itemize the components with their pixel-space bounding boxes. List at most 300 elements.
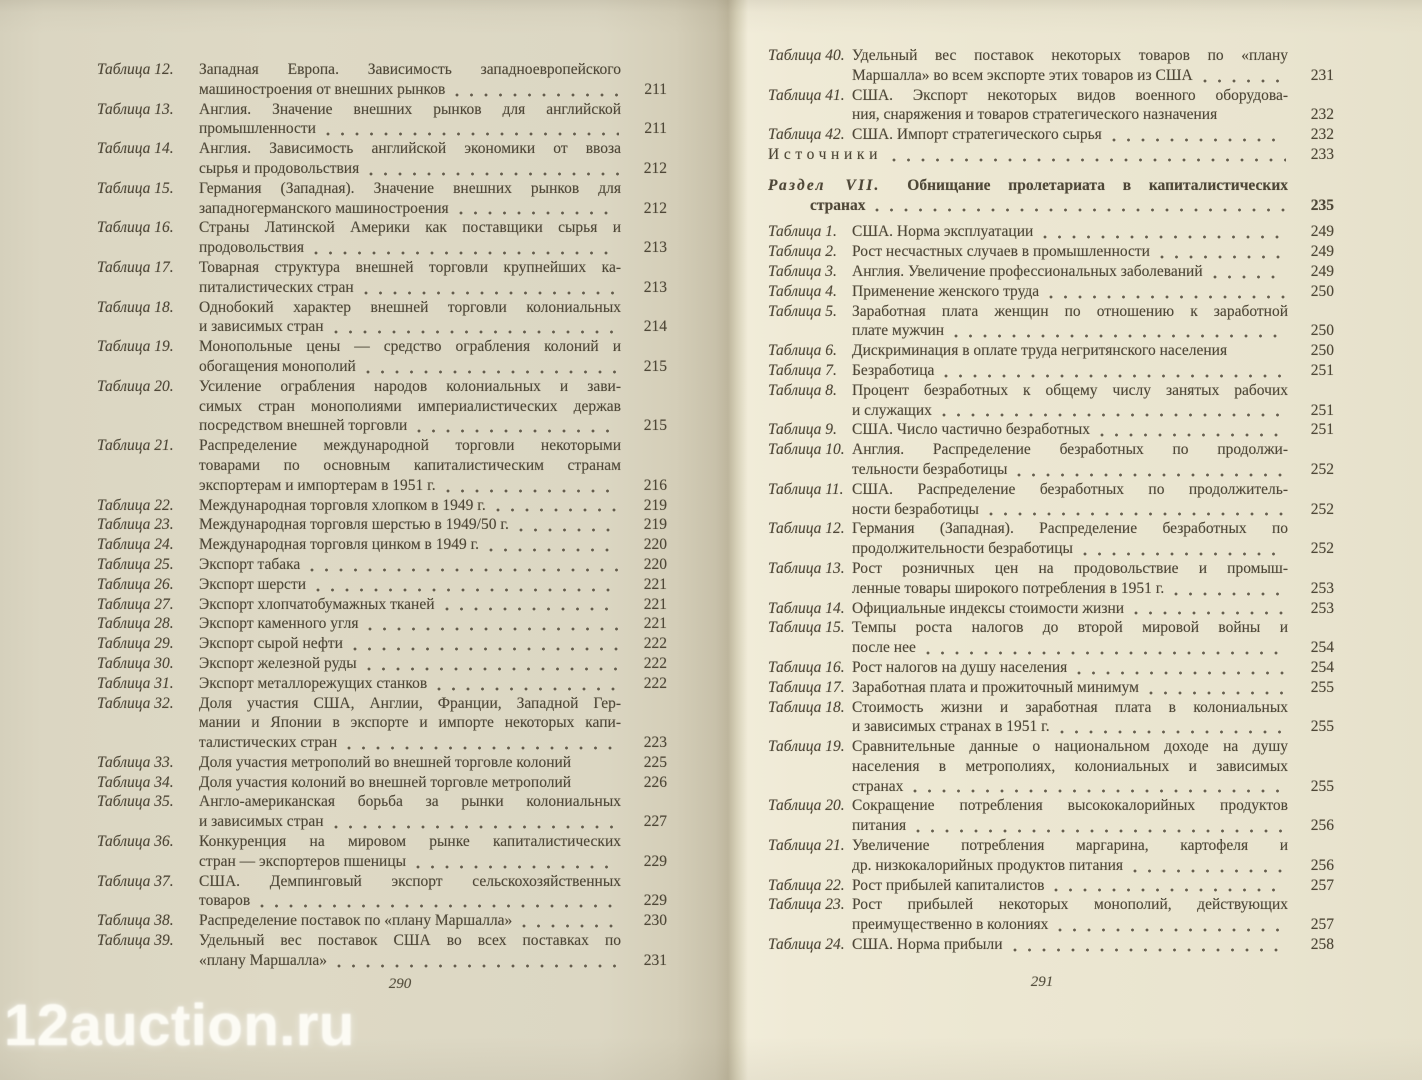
entry-text: экспортерам и импортерам в 1951 г. bbox=[199, 476, 436, 494]
entry-text: Экспорт сырой нефти bbox=[199, 635, 343, 653]
entry-line bbox=[199, 575, 667, 595]
entry-text: машиностроения от внешних рынков bbox=[199, 80, 446, 98]
toc-entry bbox=[97, 614, 667, 634]
entry-text: продолжительности безработицы bbox=[852, 540, 1073, 558]
entry-page-number: 229 bbox=[643, 892, 667, 910]
entry-body bbox=[852, 935, 1334, 955]
entry-page-number: 221 bbox=[643, 595, 667, 613]
dot-leaders bbox=[496, 508, 619, 512]
entry-line bbox=[852, 579, 1334, 599]
toc-entry bbox=[97, 337, 667, 377]
dot-leaders bbox=[1227, 118, 1286, 122]
entry-page-number: 211 bbox=[644, 80, 667, 98]
toc-entry bbox=[768, 618, 1334, 658]
entry-page-number: 255 bbox=[1310, 718, 1334, 736]
dot-leaders bbox=[1203, 79, 1286, 83]
entry-body bbox=[199, 872, 667, 912]
entry-text: Англия. Увеличение профессиональных заболеваний bbox=[852, 262, 1203, 280]
entry-line bbox=[199, 733, 667, 753]
toc-entry bbox=[97, 595, 667, 615]
entry-label: Таблица 3. bbox=[768, 262, 837, 280]
dot-leaders bbox=[1100, 433, 1286, 437]
toc-entry bbox=[97, 436, 667, 495]
entry-text: Международная торговля хлопком в 1949 г. bbox=[199, 496, 486, 514]
dot-leaders bbox=[446, 489, 619, 493]
entry-text: продовольствия bbox=[199, 239, 304, 257]
entry-line: Темпы роста налогов до второй мировой войны и bbox=[852, 619, 1288, 637]
entry-line bbox=[199, 911, 667, 931]
entry-line bbox=[852, 105, 1334, 125]
entry-text: ния, снаряжения и товаров стратегического назначения bbox=[852, 106, 1218, 124]
entry-line bbox=[852, 222, 1334, 242]
dot-leaders bbox=[942, 413, 1286, 417]
entry-body bbox=[852, 282, 1334, 302]
toc-entry bbox=[97, 258, 667, 298]
entry-body bbox=[199, 753, 667, 773]
entry-label: Таблица 25. bbox=[97, 555, 174, 573]
toc-entry bbox=[97, 773, 667, 793]
entry-label: Таблица 38. bbox=[97, 912, 174, 930]
entry-line: Товарная структура внешней торговли крупнейших ка- bbox=[199, 258, 621, 276]
dot-leaders bbox=[581, 785, 619, 789]
entry-text: Рост прибылей капиталистов bbox=[852, 876, 1045, 894]
entry-body bbox=[852, 262, 1334, 282]
entry-label: Таблица 26. bbox=[97, 575, 174, 593]
entry-label: Таблица 34. bbox=[97, 773, 174, 791]
entry-label: Таблица 19. bbox=[768, 738, 845, 756]
entry-body bbox=[199, 634, 667, 654]
entry-text: США. Норма прибыли bbox=[852, 936, 1003, 954]
dot-leaders bbox=[944, 374, 1286, 378]
section-label: Раздел VII. bbox=[768, 176, 881, 194]
entry-page-number: 227 bbox=[643, 813, 667, 831]
entry-line bbox=[852, 460, 1334, 480]
entry-line bbox=[199, 159, 667, 179]
entry-body bbox=[199, 436, 667, 495]
entry-body bbox=[199, 218, 667, 258]
entry-label: Таблица 4. bbox=[768, 282, 837, 300]
entry-body bbox=[199, 139, 667, 179]
entry-line: Увеличение потребления маргарина, картофеля и bbox=[852, 837, 1288, 855]
toc-entry bbox=[97, 911, 667, 931]
left-page-toc bbox=[97, 60, 667, 971]
entry-line bbox=[852, 658, 1334, 678]
entry-label: Таблица 18. bbox=[97, 298, 174, 316]
entry-body bbox=[199, 832, 667, 872]
entry-page-number: 254 bbox=[1310, 658, 1334, 676]
toc-entry bbox=[768, 282, 1334, 302]
dot-leaders bbox=[875, 208, 1286, 212]
entry-body bbox=[199, 60, 667, 100]
dot-leaders bbox=[326, 132, 619, 136]
entry-label: Таблица 20. bbox=[97, 377, 174, 395]
entry-line: Сравнительные данные о национальном доходе на душу bbox=[852, 738, 1288, 756]
entry-page-number: 255 bbox=[1310, 777, 1334, 795]
entry-page-number: 233 bbox=[1310, 145, 1334, 163]
entry-text: Доля участия метрополий во внешней торговле колоний bbox=[199, 753, 572, 771]
entry-text: ности безработицы bbox=[852, 500, 979, 518]
toc-entry bbox=[97, 535, 667, 555]
toc-entry bbox=[768, 935, 1334, 955]
toc-entry bbox=[768, 658, 1334, 678]
dot-leaders bbox=[417, 429, 619, 433]
entry-label: Таблица 9. bbox=[768, 421, 837, 439]
toc-entry bbox=[768, 895, 1334, 935]
entry-label: Таблица 18. bbox=[768, 698, 845, 716]
dot-leaders bbox=[522, 924, 619, 928]
entry-line bbox=[852, 242, 1334, 262]
section-heading bbox=[768, 176, 1334, 216]
entry-page-number: 231 bbox=[643, 951, 667, 969]
entry-page-number: 215 bbox=[643, 417, 667, 435]
entry-line: Удельный вес поставок США во всех поставках по bbox=[199, 932, 621, 950]
dot-leaders bbox=[1013, 948, 1286, 952]
dot-leaders bbox=[1237, 354, 1286, 358]
entry-text: тельности безработицы bbox=[852, 460, 1008, 478]
entry-body bbox=[199, 337, 667, 377]
toc-entry bbox=[768, 599, 1334, 619]
entry-line bbox=[852, 777, 1334, 797]
toc-entry bbox=[97, 792, 667, 832]
toc-entry bbox=[768, 222, 1334, 242]
toc-entry bbox=[768, 125, 1334, 145]
entry-body bbox=[852, 895, 1334, 935]
toc-entry bbox=[768, 86, 1334, 126]
toc-entry bbox=[97, 218, 667, 258]
dot-leaders bbox=[367, 667, 619, 671]
entry-body bbox=[199, 515, 667, 535]
toc-entry bbox=[97, 872, 667, 912]
entry-line bbox=[199, 654, 667, 674]
entry-label: Таблица 24. bbox=[97, 536, 174, 554]
entry-line: Сокращение потребления высококалорийных продуктов bbox=[852, 797, 1288, 815]
entry-line bbox=[852, 816, 1334, 836]
dot-leaders bbox=[989, 512, 1286, 516]
entry-body bbox=[852, 420, 1334, 440]
entry-page-number: 250 bbox=[1310, 322, 1334, 340]
entry-text: плате мужчин bbox=[852, 322, 945, 340]
entry-text: Дискриминация в оплате труда негритянского населения bbox=[852, 342, 1228, 360]
entry-page-number: 250 bbox=[1310, 282, 1334, 300]
entry-line: США. Экспорт некоторых видов военного оборудова- bbox=[852, 86, 1288, 104]
entry-line: товарами по основным капиталистическим странам bbox=[199, 456, 621, 474]
entry-line: Рост прибылей некоторых монополий, действующих bbox=[852, 896, 1288, 914]
right-page-toc bbox=[768, 46, 1334, 955]
toc-entry bbox=[97, 832, 667, 872]
entry-text: и зависимых странах в 1951 г. bbox=[852, 718, 1050, 736]
entry-label: Таблица 23. bbox=[768, 896, 845, 914]
entry-text: преимущественно в колониях bbox=[852, 916, 1049, 934]
entry-text: посредством внешней торговли bbox=[199, 417, 408, 435]
entry-label: Таблица 6. bbox=[768, 342, 837, 360]
entry-body bbox=[199, 555, 667, 575]
entry-label: Таблица 23. bbox=[97, 516, 174, 534]
entry-page-number: 221 bbox=[643, 575, 667, 593]
dot-leaders bbox=[334, 330, 619, 334]
dot-leaders bbox=[916, 829, 1286, 833]
entry-label: Таблица 13. bbox=[768, 559, 845, 577]
entry-page-number: 253 bbox=[1310, 579, 1334, 597]
entry-line: симых стран монополиями империалистических держав bbox=[199, 397, 621, 415]
entry-label: Таблица 11. bbox=[768, 480, 844, 498]
entry-body bbox=[852, 519, 1334, 559]
toc-entry bbox=[97, 634, 667, 654]
entry-text: Официальные индексы стоимости жизни bbox=[852, 599, 1125, 617]
entry-page-number: 213 bbox=[643, 239, 667, 257]
dot-leaders bbox=[416, 865, 619, 869]
entry-page-number: 229 bbox=[643, 852, 667, 870]
entry-line bbox=[199, 357, 667, 377]
entry-line bbox=[852, 717, 1334, 737]
dot-leaders bbox=[1133, 869, 1286, 873]
entry-line bbox=[852, 856, 1334, 876]
entry-label: Таблица 22. bbox=[97, 496, 174, 514]
toc-entry bbox=[97, 60, 667, 100]
entry-text: странах bbox=[810, 196, 866, 214]
entry-label: Таблица 35. bbox=[97, 793, 174, 811]
entry-page-number: 226 bbox=[643, 773, 667, 791]
toc-entry bbox=[768, 242, 1334, 262]
entry-label: Таблица 21. bbox=[97, 437, 174, 455]
entry-line bbox=[199, 674, 667, 694]
entry-page-number: 220 bbox=[643, 536, 667, 554]
entry-line: Конкуренция на мировом рынке капиталистических bbox=[199, 833, 621, 851]
toc-entry bbox=[97, 377, 667, 436]
entry-page-number: 222 bbox=[643, 654, 667, 672]
entry-line bbox=[199, 317, 667, 337]
entry-line: Стоимость жизни и заработная плата в колониальных bbox=[852, 698, 1288, 716]
entry-line bbox=[199, 535, 667, 555]
entry-body bbox=[852, 678, 1334, 698]
entry-label: Таблица 39. bbox=[97, 932, 174, 950]
entry-text: Экспорт железной руды bbox=[199, 654, 357, 672]
entry-text: питалистических стран bbox=[199, 278, 354, 296]
entry-label: Таблица 16. bbox=[97, 219, 174, 237]
entry-page-number: 256 bbox=[1310, 817, 1334, 835]
dot-leaders bbox=[314, 251, 619, 255]
entry-text: Доля участия колоний во внешней торговле метрополий bbox=[199, 773, 572, 791]
entry-page-number: 252 bbox=[1310, 540, 1334, 558]
entry-text: и зависимых стран bbox=[199, 318, 324, 336]
entry-label: Таблица 7. bbox=[768, 361, 837, 379]
toc-entry bbox=[97, 298, 667, 338]
entry-line bbox=[199, 238, 667, 258]
entry-body bbox=[199, 931, 667, 971]
entry-text: «плану Маршалла» bbox=[199, 951, 328, 969]
dot-leaders bbox=[1058, 928, 1286, 932]
entry-line: Процент безработных к общему числу занятых рабочих bbox=[852, 381, 1288, 399]
dot-leaders bbox=[369, 172, 619, 176]
entry-text: товаров bbox=[199, 892, 251, 910]
entry-page-number: 232 bbox=[1310, 126, 1334, 144]
toc-entry bbox=[97, 555, 667, 575]
entry-line: Рост розничных цен на продовольствие и промыш- bbox=[852, 559, 1288, 577]
entry-text: обогащения монополий bbox=[199, 357, 356, 375]
entry-page-number: 219 bbox=[643, 516, 667, 534]
entry-label: Таблица 15. bbox=[768, 619, 845, 637]
entry-label: Таблица 12. bbox=[768, 520, 845, 538]
entry-line bbox=[852, 262, 1334, 282]
entry-label: Таблица 15. bbox=[97, 179, 174, 197]
entry-text: США. Импорт стратегического сырья bbox=[852, 126, 1102, 144]
entry-line bbox=[852, 321, 1334, 341]
entry-label: Таблица 1. bbox=[768, 223, 837, 241]
entry-text: ленные товары широкого потребления в 1951 г. bbox=[852, 579, 1165, 597]
entry-text: и зависимых стран bbox=[199, 813, 324, 831]
toc-entry bbox=[97, 674, 667, 694]
entry-page-number: 216 bbox=[643, 476, 667, 494]
entry-line bbox=[852, 599, 1334, 619]
entry-line: Англо-американская борьба за рынки колониальных bbox=[199, 793, 621, 811]
dot-leaders bbox=[455, 93, 619, 97]
entry-text: Применение женского труда bbox=[852, 282, 1040, 300]
entry-label: Таблица 22. bbox=[768, 876, 845, 894]
dot-leaders bbox=[892, 158, 1286, 162]
entry-label: Таблица 29. bbox=[97, 635, 174, 653]
entry-line bbox=[199, 80, 667, 100]
entry-line: Западная Европа. Зависимость западноевропейского bbox=[199, 61, 621, 78]
dot-leaders bbox=[364, 291, 619, 295]
entry-line bbox=[199, 951, 667, 971]
dot-leaders bbox=[1160, 255, 1286, 259]
entry-line bbox=[199, 634, 667, 654]
entry-line bbox=[768, 145, 1334, 165]
entry-label: Таблица 24. bbox=[768, 936, 845, 954]
dot-leaders bbox=[1174, 592, 1286, 596]
entry-line bbox=[199, 773, 667, 793]
section-title: Обнищание пролетариата в капиталистических bbox=[907, 176, 1288, 194]
entry-line: Доля участия США, Англии, Франции, Западной Гер- bbox=[199, 694, 621, 712]
entry-page-number: 249 bbox=[1310, 223, 1334, 241]
entry-line: Англия. Распределение безработных по продолжи- bbox=[852, 441, 1288, 459]
entry-text: промышленности bbox=[199, 120, 316, 138]
entry-label: Таблица 30. bbox=[97, 654, 174, 672]
entry-page-number: 220 bbox=[643, 555, 667, 573]
entry-body bbox=[199, 595, 667, 615]
entry-line: США. Распределение безработных по продолжитель- bbox=[852, 480, 1288, 498]
entry-text: после нее bbox=[852, 639, 916, 657]
dot-leaders bbox=[1054, 888, 1286, 892]
entry-text: Экспорт табака bbox=[199, 555, 301, 573]
entry-page-number: 254 bbox=[1310, 639, 1334, 657]
toc-entry bbox=[768, 698, 1334, 738]
dot-leaders bbox=[1043, 235, 1286, 239]
entry-line: США. Демпинговый экспорт сельскохозяйственных bbox=[199, 872, 621, 890]
entry-text: Экспорт каменного угля bbox=[199, 615, 359, 633]
entry-line: Распределение международной торговли некоторыми bbox=[199, 437, 621, 455]
dot-leaders bbox=[334, 825, 619, 829]
section-title-line bbox=[768, 176, 1334, 196]
toc-entry bbox=[768, 440, 1334, 480]
entry-label: Таблица 14. bbox=[97, 140, 174, 158]
dot-leaders bbox=[366, 370, 619, 374]
entry-label: Таблица 27. bbox=[97, 595, 174, 613]
entry-text: Распределение поставок по «плану Маршалла» bbox=[199, 912, 513, 930]
entry-label: Таблица 19. bbox=[97, 338, 174, 356]
dot-leaders bbox=[337, 964, 619, 968]
entry-body bbox=[852, 440, 1334, 480]
entry-page-number: 215 bbox=[643, 357, 667, 375]
toc-entry bbox=[97, 515, 667, 535]
entry-label: Таблица 28. bbox=[97, 615, 174, 633]
dot-leaders bbox=[260, 904, 619, 908]
entry-line bbox=[852, 638, 1334, 658]
entry-page-number: 211 bbox=[644, 120, 667, 138]
entry-body bbox=[199, 535, 667, 555]
entry-line: населения в метрополиях, колониальных и зависимых bbox=[852, 757, 1288, 775]
entry-line bbox=[199, 416, 667, 436]
dot-leaders bbox=[1134, 611, 1286, 615]
entry-body bbox=[852, 302, 1334, 342]
entry-line bbox=[199, 496, 667, 516]
entry-body bbox=[852, 361, 1334, 381]
toc-entry bbox=[97, 179, 667, 219]
entry-page-number: 223 bbox=[643, 734, 667, 752]
entry-line bbox=[199, 595, 667, 615]
dot-leaders bbox=[1213, 275, 1286, 279]
toc-entry bbox=[768, 361, 1334, 381]
dot-leaders bbox=[347, 746, 619, 750]
entry-line: Удельный вес поставок некоторых товаров по «плану bbox=[852, 47, 1288, 64]
entry-body bbox=[852, 658, 1334, 678]
entry-body bbox=[852, 125, 1334, 145]
entry-text: Заработная плата и прожиточный минимум bbox=[852, 678, 1139, 696]
dot-leaders bbox=[926, 651, 1286, 655]
dot-leaders bbox=[353, 647, 619, 651]
dot-leaders bbox=[913, 789, 1286, 793]
entry-body bbox=[199, 298, 667, 338]
entry-line bbox=[199, 555, 667, 575]
toc-entry bbox=[768, 519, 1334, 559]
entry-page-number: 257 bbox=[1310, 876, 1334, 894]
watermark: 12auction.ru bbox=[4, 993, 355, 1058]
entry-page-number: 225 bbox=[643, 753, 667, 771]
entry-line: Англия. Значение внешних рынков для английской bbox=[199, 100, 621, 118]
entry-line bbox=[199, 852, 667, 872]
entry-page-number: 214 bbox=[643, 318, 667, 336]
entry-line bbox=[852, 678, 1334, 698]
entry-page-number: 232 bbox=[1310, 106, 1334, 124]
entry-page-number: 222 bbox=[643, 635, 667, 653]
dot-leaders bbox=[489, 548, 619, 552]
entry-text: Безработица bbox=[852, 361, 935, 379]
entry-text: Международная торговля цинком в 1949 г. bbox=[199, 536, 480, 554]
entry-text: стран — экспортеров пшеницы bbox=[199, 852, 407, 870]
toc-entry bbox=[768, 420, 1334, 440]
entry-page-number: 221 bbox=[643, 615, 667, 633]
entry-text: и служащих bbox=[852, 401, 932, 419]
entry-line bbox=[199, 812, 667, 832]
entry-text: Экспорт металлорежущих станков bbox=[199, 674, 428, 692]
entry-page-number: 231 bbox=[1310, 66, 1334, 84]
entry-text: Экспорт хлопчатобумажных тканей bbox=[199, 595, 435, 613]
dot-leaders bbox=[368, 627, 619, 631]
toc-entry bbox=[97, 753, 667, 773]
entry-line bbox=[852, 500, 1334, 520]
entry-label: Таблица 31. bbox=[97, 674, 174, 692]
entry-line bbox=[852, 915, 1334, 935]
dot-leaders bbox=[519, 528, 619, 532]
dot-leaders bbox=[954, 334, 1286, 338]
entry-page-number: 222 bbox=[643, 674, 667, 692]
entry-line: Германия (Западная). Значение внешних рынков для bbox=[199, 179, 621, 197]
entry-body bbox=[199, 496, 667, 516]
entry-body bbox=[199, 674, 667, 694]
entry-page-number: 219 bbox=[643, 496, 667, 514]
dot-leaders bbox=[1149, 691, 1286, 695]
entry-page-number: 257 bbox=[1310, 916, 1334, 934]
toc-entry bbox=[768, 737, 1334, 796]
